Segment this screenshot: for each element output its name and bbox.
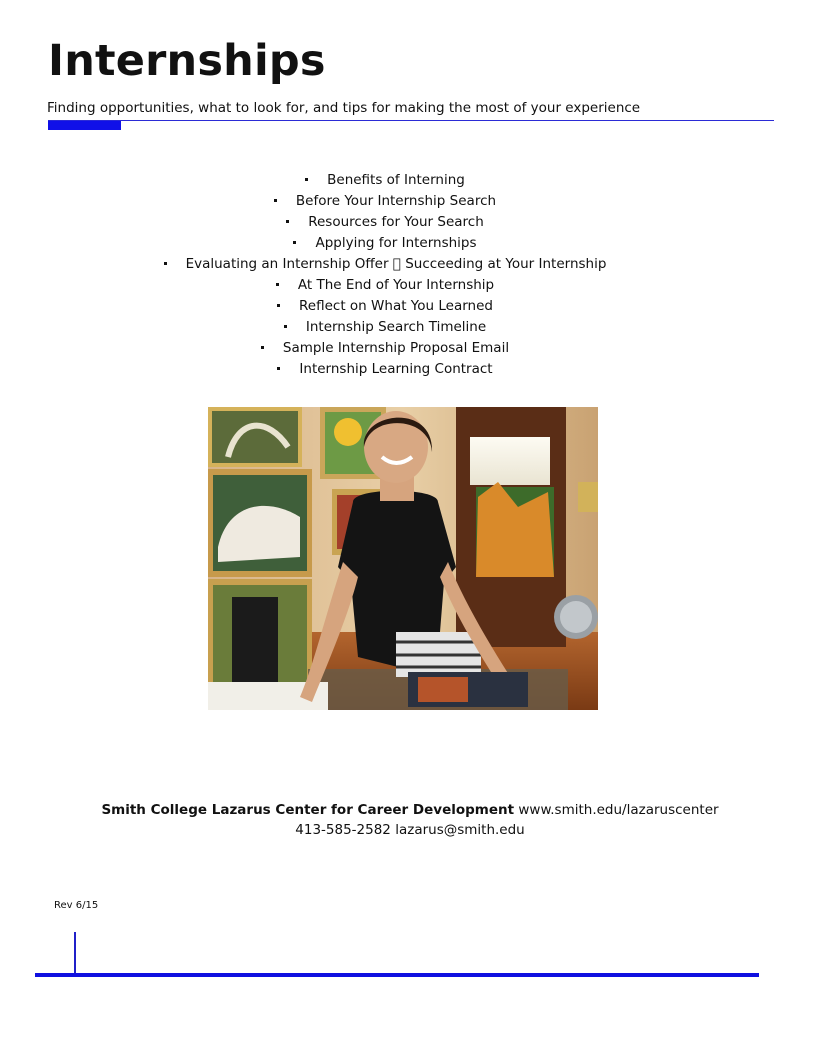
- student-photo: [208, 407, 598, 710]
- bullet-icon: [274, 199, 277, 202]
- table-of-contents: [0, 170, 770, 380]
- header-accent-bar: [48, 121, 121, 130]
- bullet-icon: [305, 178, 308, 181]
- website-link[interactable]: www.smith.edu/lazaruscenter: [518, 802, 719, 818]
- toc-item[interactable]: [0, 338, 770, 359]
- organization-name: Smith College Lazarus Center for Career Development: [101, 802, 515, 818]
- toc-item[interactable]: [0, 317, 770, 338]
- toc-item-label: Evaluating an Internship Offer Succeeding at Your Internship: [191, 256, 601, 272]
- toc-item-label: Internship Search Timeline: [305, 319, 487, 335]
- footer-line-2: [0, 820, 816, 840]
- toc-item[interactable]: [0, 359, 770, 380]
- toc-item-label: Sample Internship Proposal Email: [282, 340, 510, 356]
- toc-item-label: Resources for Your Search: [308, 214, 484, 230]
- toc-item-label: Applying for Internships: [315, 235, 477, 251]
- toc-item-label: Before Your Internship Search: [295, 193, 497, 209]
- toc-item[interactable]: [0, 191, 770, 212]
- email-link[interactable]: lazarus@smith.edu: [395, 822, 525, 838]
- header-rule: [48, 120, 774, 121]
- footer-vertical-rule: [74, 932, 76, 975]
- footer-rule: [35, 973, 759, 977]
- toc-item[interactable]: [0, 212, 770, 233]
- toc-item[interactable]: [0, 275, 770, 296]
- toc-item[interactable]: [0, 296, 770, 317]
- footer-line-1: [0, 800, 816, 820]
- toc-item-label: At The End of Your Internship: [297, 277, 495, 293]
- toc-item-label: Reflect on What You Learned: [299, 298, 493, 314]
- page-title: Internships: [48, 36, 326, 86]
- bullet-icon: [261, 346, 264, 349]
- toc-item-label: Internship Learning Contract: [299, 361, 493, 377]
- toc-item-label: Benefits of Interning: [327, 172, 465, 188]
- bullet-icon: [164, 262, 167, 265]
- revision-note: Rev 6/15: [54, 900, 99, 911]
- bullet-icon: [293, 241, 296, 244]
- bullet-icon: [277, 367, 280, 370]
- toc-item[interactable]: [0, 233, 770, 254]
- bullet-icon: [277, 304, 280, 307]
- bullet-icon: [286, 220, 289, 223]
- bullet-icon: [276, 283, 279, 286]
- toc-item[interactable]: [0, 170, 770, 191]
- page-subtitle: Finding opportunities, what to look for, and tips for making the most of your experience: [47, 100, 641, 116]
- footer: [0, 800, 816, 840]
- toc-item[interactable]: [0, 254, 770, 275]
- phone-number: 413-585-2582: [295, 822, 391, 838]
- bullet-icon: [284, 325, 287, 328]
